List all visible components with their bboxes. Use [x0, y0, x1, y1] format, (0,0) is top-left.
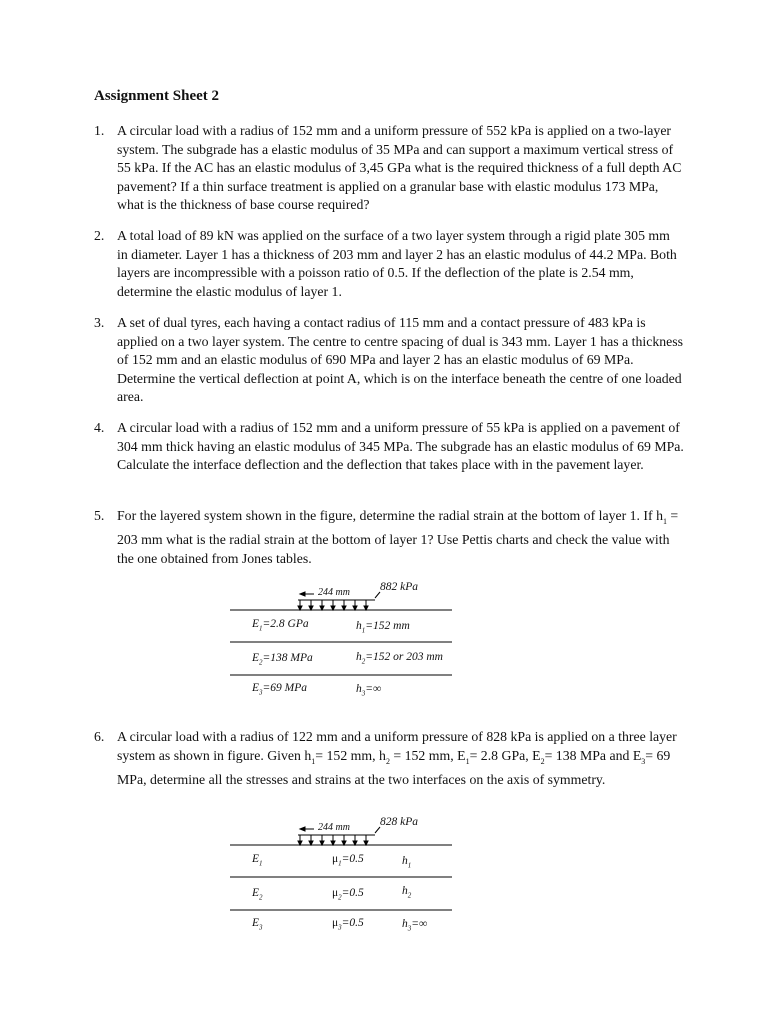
question-number: 5.: [94, 508, 105, 523]
question-number: 4.: [94, 420, 105, 435]
layer-2-modulus: $E_2$: [252, 887, 263, 902]
load-width-label: 244 mm: [318, 587, 350, 598]
question-number: 2.: [94, 228, 105, 243]
question-3: [94, 314, 684, 407]
layer-3-poisson: $\mu_3=0.5$: [332, 917, 364, 932]
question-number: 3.: [94, 315, 105, 330]
layer-2-thickness: $h_2$: [402, 885, 412, 900]
page-title: Assignment Sheet 2: [94, 88, 220, 104]
question-text: A circular load with a radius of 152 mm and a uniform pressure of 55 kPa is applied on a pavement of 304 mm thick having an elastic modulus of 345 MPa. The subgrade has an elastic modulus of 69 MPa. Calculate the interface deflection and the deflection that takes place with in the pavement layer.: [117, 420, 684, 473]
question-number: 1.: [94, 123, 105, 138]
figure-layered-system-2: [230, 813, 455, 943]
question-text: A circular load with a radius of 122 mm and a uniform pressure of 828 kPa is applied on a three layer system as shown in figure. Given $h_1= 152$ mm, $h_2 = 152$ mm, $E_1= 2.8$ GPa, $E_2= 138$ MPa and $E_3= 69$ MPa, determine all the stresses and strains at the two interfaces on the axis of symmetry.: [117, 729, 677, 787]
question-6: [94, 728, 684, 790]
load-width-label: 244 mm: [318, 822, 350, 833]
question-5: [94, 507, 684, 569]
question-text: A circular load with a radius of 152 mm and a uniform pressure of 552 kPa is applied on a two-layer system. The subgrade has a elastic modulus of 35 MPa and can support a maximum vertical stress of 55 kPa. If the AC has an elastic modulus of 3,45 GPa what is the required thickness of a full depth AC pavement? If a thin surface treatment is applied on a granular base with elastic modulus 173 MPa, what is the thickness of base course required?: [117, 123, 682, 213]
question-4: [94, 419, 684, 475]
layer-1-modulus: $E_1=2.8$ GPa: [252, 618, 309, 633]
layer-2-thickness: $h_2=152$ or 203 mm: [356, 651, 443, 666]
question-text: For the layered system shown in the figure, determine the radial strain at the bottom of layer 1. If $h_1 = 203$ mm what is the radial strain at the bottom of layer 1? Use Pettis charts and check the value with the one obtained from Jones tables.: [117, 508, 679, 566]
question-text: A total load of 89 kN was applied on the surface of a two layer system through a rigid plate 305 mm in diameter. Layer 1 has a thickness of 203 mm and layer 2 has an elastic modulus of 44.2 MPa. Both layers are incompressible with a poisson ratio of 0.5. If the deflection of the plate is 2.54 mm, determine the elastic modulus of layer 1.: [117, 228, 677, 299]
question-number: 6.: [94, 729, 105, 744]
layer-2-modulus: $E_2=138$ MPa: [252, 652, 313, 667]
layer-3-modulus: $E_3=69$ MPa: [252, 682, 308, 697]
layer-1-poisson: $\mu_1=0.5$: [332, 853, 364, 868]
question-text: A set of dual tyres, each having a contact radius of 115 mm and a contact pressure of 483 kPa is applied on a two layer system. The centre to centre spacing of dual is 343 mm. Layer 1 has a thickness of 152 mm and an elastic modulus of 690 MPa and layer 2 has an elastic modulus of 69 MPa. Determine the vertical deflection at point A, which is on the interface beneath the centre of one loaded area.: [117, 315, 684, 405]
pressure-label: 828 kPa: [380, 816, 419, 828]
figure-layered-system-1: [230, 578, 455, 708]
layer-2-poisson: $\mu_2=0.5$: [332, 887, 364, 902]
question-1: [94, 122, 684, 215]
layer-3-modulus: $E_3$: [252, 917, 263, 932]
question-2: [94, 227, 684, 301]
pressure-label: 882 kPa: [380, 581, 419, 593]
layer-1-modulus: $E_1$: [252, 853, 263, 868]
layer-3-thickness: $h_3=\infty$: [356, 683, 382, 698]
layer-1-thickness: $h_1$: [402, 855, 412, 870]
layer-1-thickness: $h_1=152$ mm: [356, 620, 410, 635]
layer-3-thickness: $h_3=\infty$: [402, 918, 428, 933]
